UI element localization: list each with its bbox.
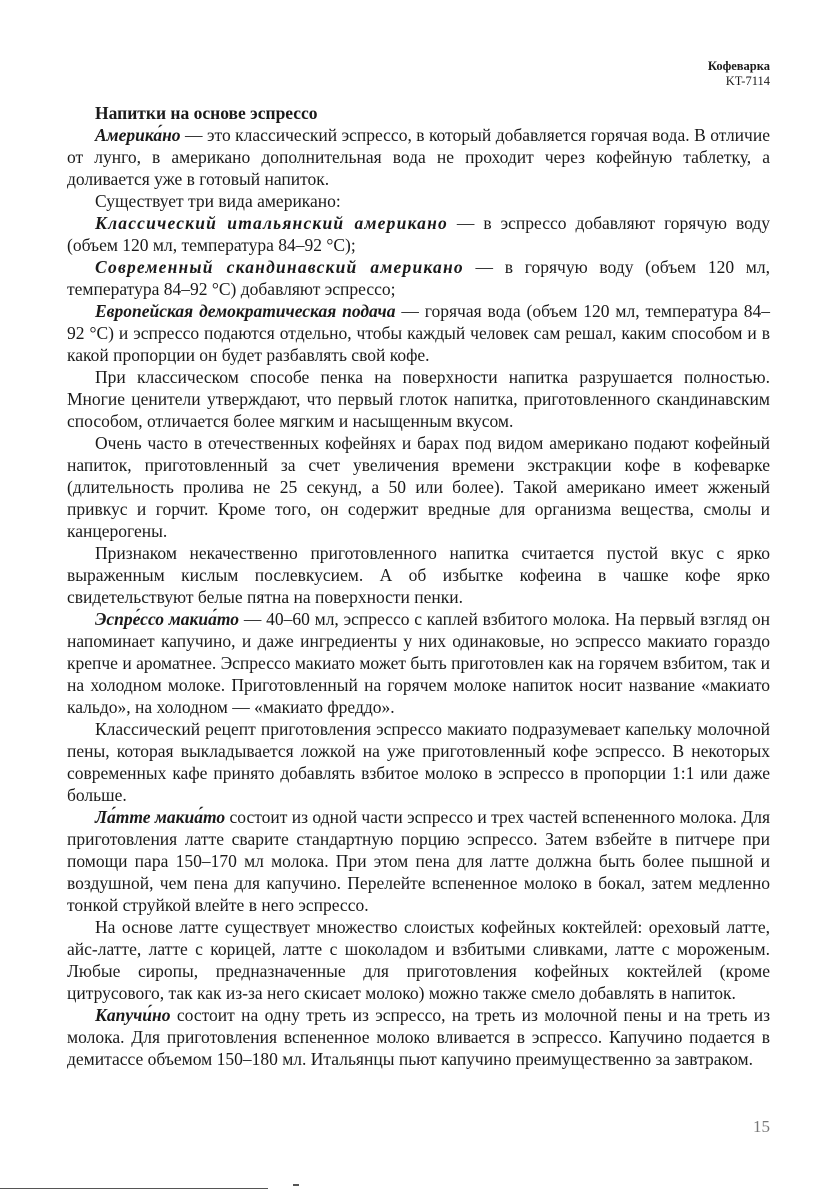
main-text: [67, 102, 770, 1070]
paragraph-european-democratic: [67, 300, 770, 366]
paragraph-text: — это классический эспрессо, в который добавляется горячая вода. В отличие от лунго, в американо дополнительная вода не проходит через кофейную таблетку, а доливается уже в готовый напиток.: [67, 125, 770, 189]
footer-rule: [0, 1188, 268, 1189]
section-title: Напитки на основе эспрессо: [95, 103, 318, 123]
paragraph-modern-scandinavian: [67, 256, 770, 300]
paragraph-text: — 40–60 мл, эспрессо с каплей взбитого молока. На первый взгляд он напоминает капучино, и даже ингредиенты у них одинаковые, но эспрессо макиато гораздо крепче и ароматнее. Эспрессо макиато может быть приготовлен как на горячем взбитом, так и на холодном молоке. Приготовленный на горячем молоке напиток носит название «макиато кальдо», на холодном — «макиато фреддо».: [67, 609, 770, 717]
paragraph-cappuccino: [67, 1004, 770, 1070]
term-americano: Америка́но: [95, 125, 181, 145]
term-modern-scandinavian: Современный скандинавский американо: [95, 257, 464, 277]
term-macchiato: Эспре́ссо макиа́то: [95, 609, 240, 629]
paragraph-macchiato-recipe: Классический рецепт приготовления эспрессо макиато подразумевает капельку молочной пены, которая выкладывается ложкой на уже приготовленный кофе эспрессо. В некоторых современных кафе принято добавлять взбитое молоко в эспрессо в пропорции 1:1 или даже больше.: [67, 719, 770, 805]
paragraph-three-types: Существует три вида американо:: [95, 191, 341, 211]
paragraph-latte: [67, 806, 770, 916]
page-number: 15: [753, 1117, 770, 1136]
paragraph-text: — горячая вода (объем 120 мл, температура 84–92 °С) и эспрессо подаются отдельно, чтобы каждый человек сам решал, каким способом и в какой пропорции он будет разбавлять свой кофе.: [67, 301, 770, 365]
term-cappuccino: Капучи́но: [95, 1005, 171, 1025]
paragraph-text: — в эспрессо добавляют горячую воду (объем 120 мл, температура 84–92 °С);: [67, 213, 770, 255]
page-header: [708, 59, 770, 89]
header-title: Кофеварка: [707, 59, 770, 73]
paragraph-latte-cocktails: На основе латте существует множество слоистых кофейных коктейлей: ореховый латте, айс-латте, латте с корицей, латте с шоколадом и взбитыми сливками, латте с мороженым. Любые сиропы, предназначенные для приготовления кофейных коктейлей (кроме цитрусового, так как из-за него скисает молоко) можно также смело добавлять в напиток.: [67, 917, 770, 1003]
paragraph-americano: [67, 124, 770, 190]
term-latte: Ла́тте макиа́то: [95, 807, 226, 827]
paragraph-domestic: Очень часто в отечественных кофейнях и барах под видом американо подают кофейный напиток, приготовленный за счет увеличения времени экстракции кофе в кофеварке (длительность пролива не 25 секунд, а 50 или более). Такой американо имеет жженый привкус и горчит. Кроме того, он содержит вредные для организма вещества, смолы и канцерогены.: [67, 433, 770, 541]
header-model: KT-7114: [725, 74, 770, 88]
term-european-democratic: Европейская демократическая подача: [95, 301, 396, 321]
paragraph-classic-italian: [67, 212, 770, 256]
term-classic-italian: Классический итальянский американо: [95, 213, 448, 233]
paragraph-text: состоит из одной части эспрессо и трех частей вспененного молока. Для приготовления латте сварите стандартную порцию эспрессо. Затем взбейте в питчере при помощи пара 150–170 мл молока. При этом пена для латте должна быть более пышной и воздушной, чем пена для капучино. Перелейте вспененное молоко в бокал, затем медленно тонкой струйкой влейте в него эспрессо.: [67, 807, 771, 915]
paragraph-quality: Признаком некачественно приготовленного напитка считается пустой вкус с ярко выраженным кислым послевкусием. А об избытке кофеина в чашке кофе ярко свидетельствуют белые пятна на поверхности пенки.: [67, 543, 770, 607]
paragraph-text: состоит на одну треть из эспрессо, на треть из молочной пены и на треть из молока. Для приготовления вспененное молоко вливается в эспрессо. Капучино подается в демитассе объемом 150–180 мл. Итальянцы пьют капучино преимущественно за завтраком.: [67, 1005, 770, 1069]
paragraph-crema: При классическом способе пенка на поверхности напитка разрушается полностью. Многие ценители утверждают, что первый глоток напитка, приготовленного скандинавским способом, отличается более мягким и насыщенным вкусом.: [67, 367, 770, 431]
paragraph-text: — в горячую воду (объем 120 мл, температура 84–92 °С) добавляют эспрессо;: [67, 257, 770, 299]
footer-mark: [293, 1184, 299, 1186]
paragraph-macchiato: [67, 608, 770, 718]
